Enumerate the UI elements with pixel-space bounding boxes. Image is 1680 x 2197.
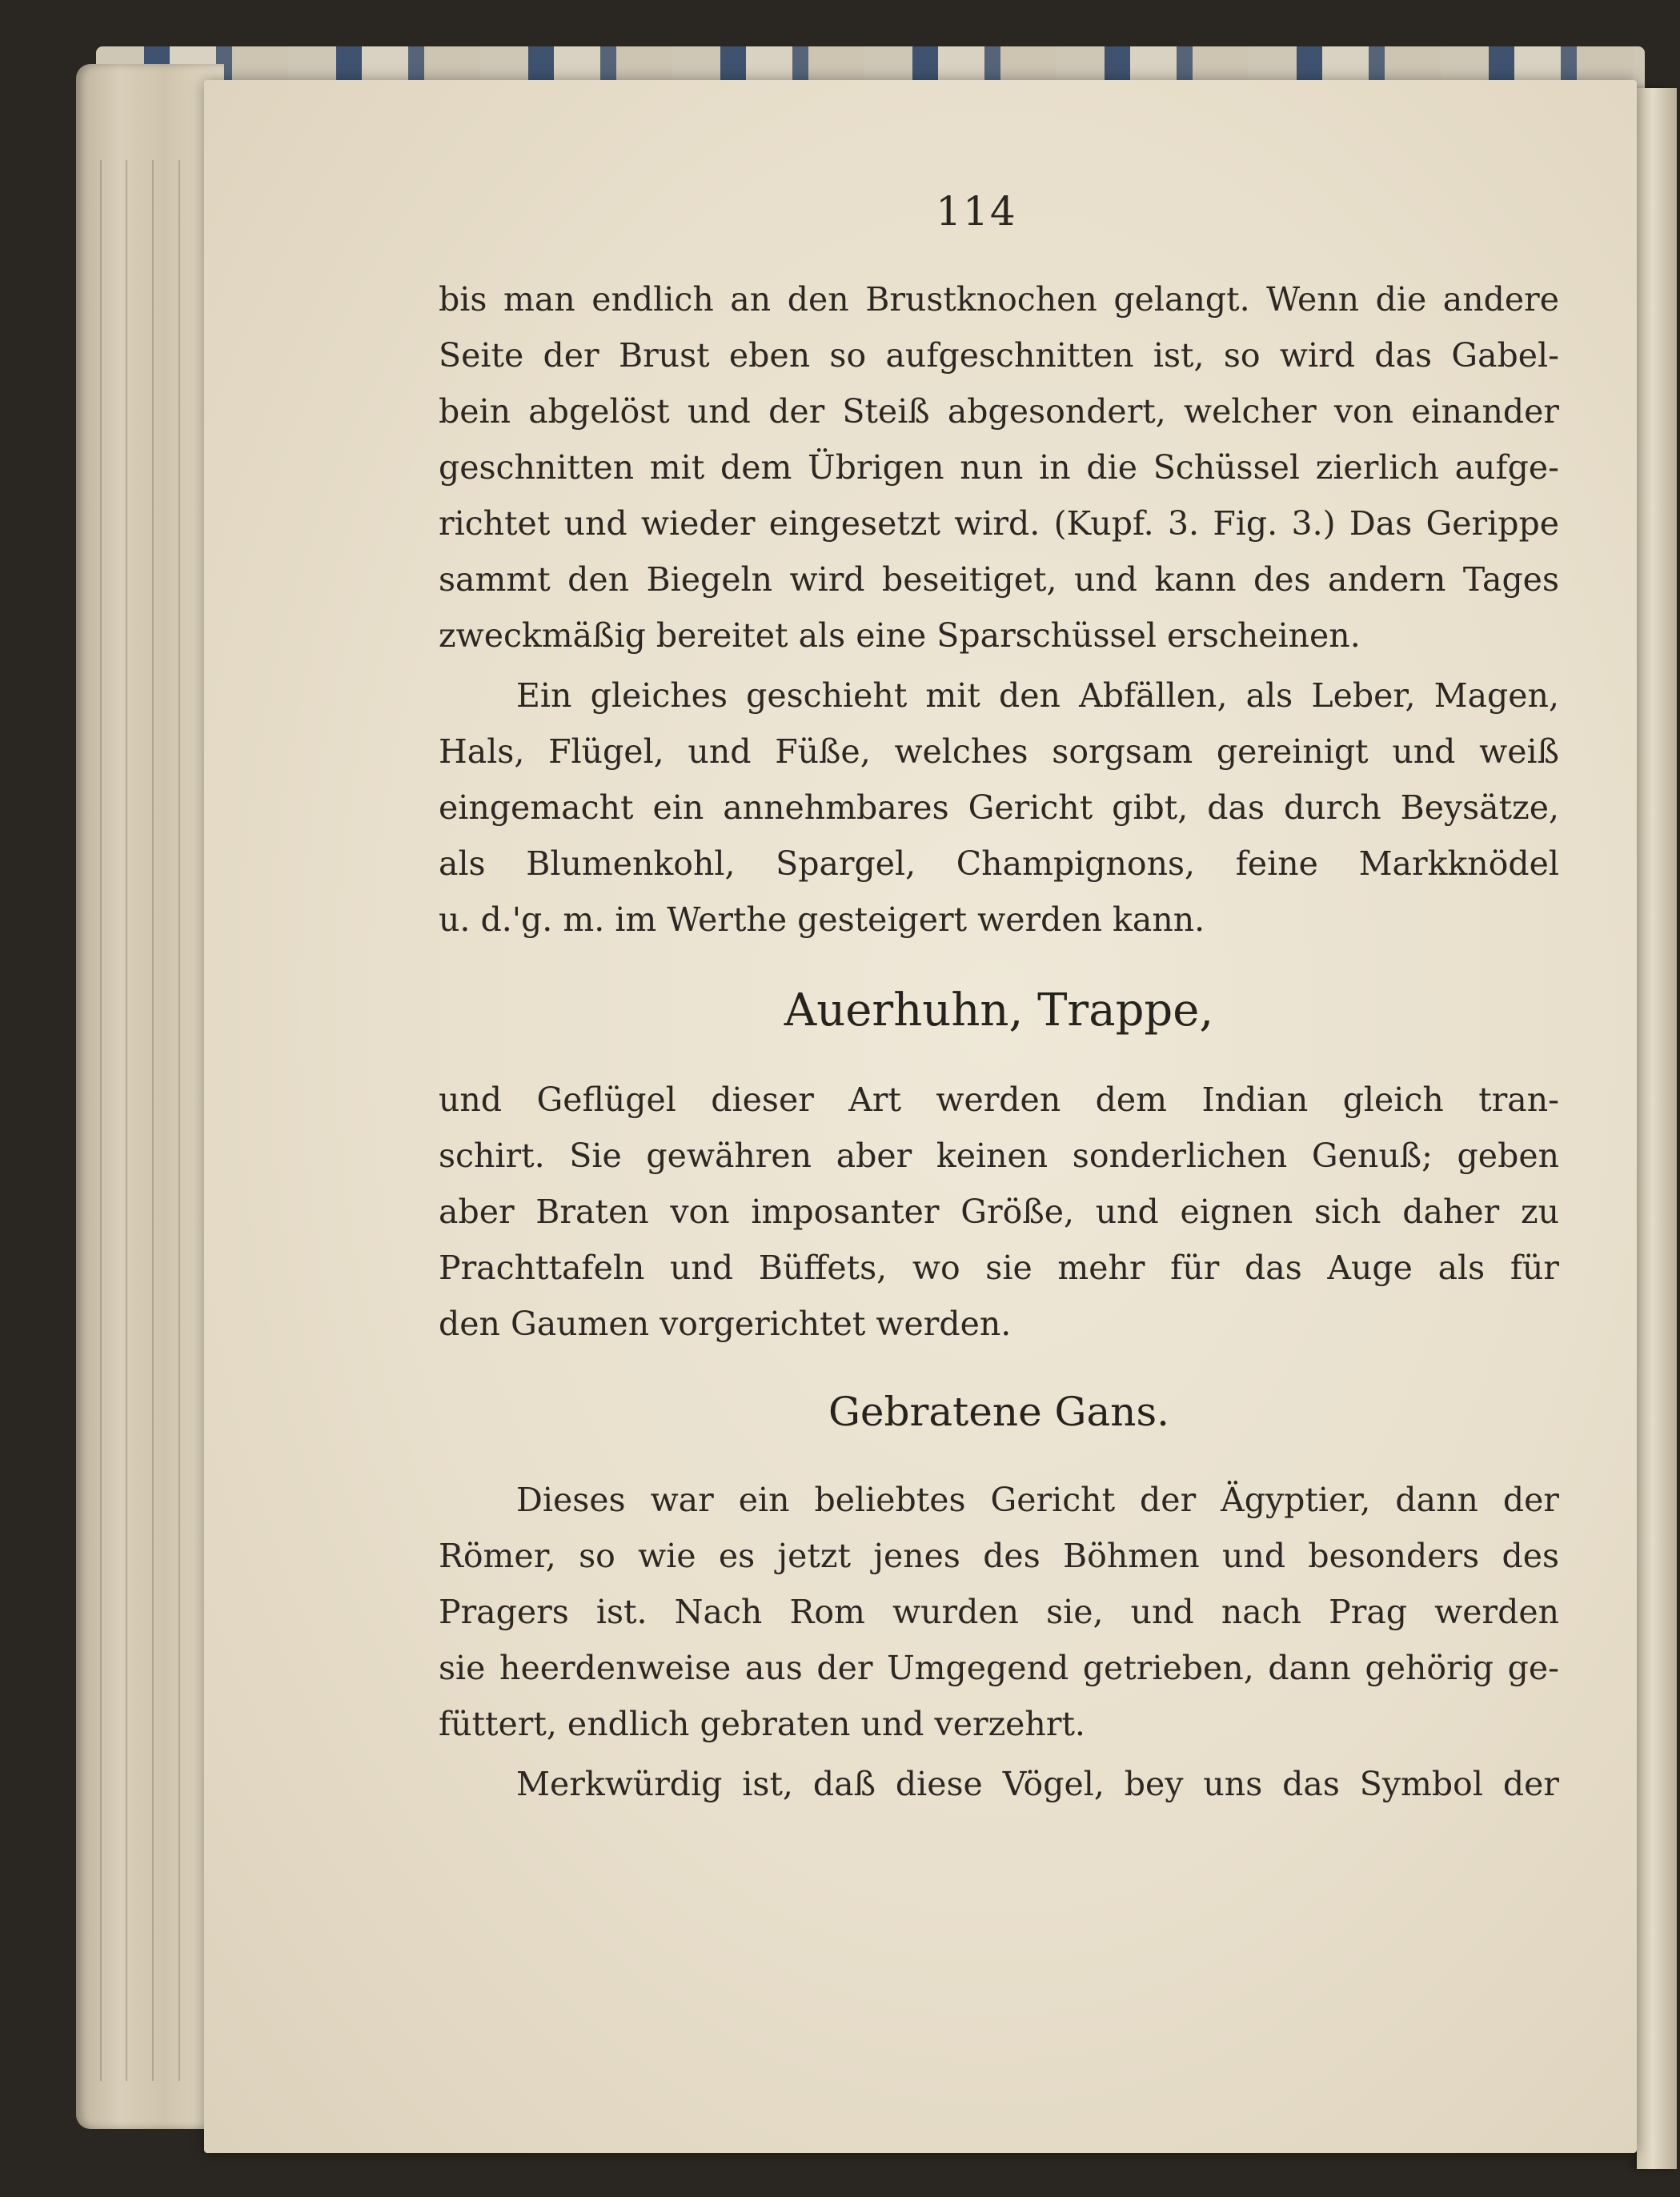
text-line: bein abgelöst und der Steiß abgesondert, welcher von einander: [439, 392, 1559, 431]
facing-page-edge: [1637, 88, 1677, 2169]
text-line: Prachttafeln und Büffets, wo sie mehr für das Auge als für: [439, 1249, 1559, 1287]
text-line: Hals, Flügel, und Füße, welches sorgsam gereinigt und weiß: [439, 732, 1559, 771]
text-line: bis man endlich an den Brustknochen gelangt. Wenn die andere: [439, 280, 1559, 319]
page-edge-line: [152, 160, 154, 2081]
text-line: schirt. Sie gewähren aber keinen sonderlichen Genuß; geben: [439, 1137, 1559, 1175]
text-line: aber Braten von imposanter Größe, und eignen sich daher zu: [439, 1193, 1559, 1231]
text-line: Dieses war ein beliebtes Gericht der Ägyptier, dann der: [516, 1481, 1559, 1519]
text-line: füttert, endlich gebraten und verzehrt.: [439, 1705, 1085, 1743]
section-heading: Gebratene Gans.: [828, 1389, 1170, 1435]
text-line: Ein gleiches geschieht mit den Abfällen, als Leber, Magen,: [516, 676, 1559, 715]
page-number: 114: [936, 188, 1017, 235]
text-line: u. d.'g. m. im Werthe gesteigert werden kann.: [439, 900, 1205, 939]
text-line: sie heerdenweise aus der Umgegend getrieben, dann gehörig ge-: [439, 1649, 1559, 1687]
text-line: geschnitten mit dem Übrigen nun in die Schüssel zierlich aufge-: [439, 448, 1559, 487]
text-line: den Gaumen vorgerichtet werden.: [439, 1305, 1012, 1343]
text-line: Pragers ist. Nach Rom wurden sie, und nach Prag werden: [439, 1593, 1559, 1631]
text-line: eingemacht ein annehmbares Gericht gibt, das durch Beysätze,: [439, 788, 1559, 827]
book-page-edges: [76, 64, 224, 2129]
text-line: sammt den Biegeln wird beseitiget, und kann des andern Tages: [439, 560, 1559, 599]
text-line: Römer, so wie es jetzt jenes des Böhmen und besonders des: [439, 1537, 1559, 1575]
page-edge-line: [100, 160, 102, 2081]
text-line: Merkwürdig ist, daß diese Vögel, bey uns das Symbol der: [516, 1765, 1559, 1803]
section-heading: Auerhuhn, Trappe,: [784, 984, 1214, 1036]
text-line: zweckmäßig bereitet als eine Sparschüssel erscheinen.: [439, 616, 1361, 655]
text-line: Seite der Brust eben so aufgeschnitten ist, so wird das Gabel-: [439, 336, 1559, 375]
text-line: als Blumenkohl, Spargel, Champignons, feine Markknödel: [439, 844, 1559, 883]
page-edge-line: [126, 160, 127, 2081]
text-line: richtet und wieder eingesetzt wird. (Kupf. 3. Fig. 3.) Das Gerippe: [439, 504, 1559, 543]
text-line: und Geflügel dieser Art werden dem Indian gleich tran-: [439, 1080, 1559, 1119]
page-edge-line: [178, 160, 180, 2081]
